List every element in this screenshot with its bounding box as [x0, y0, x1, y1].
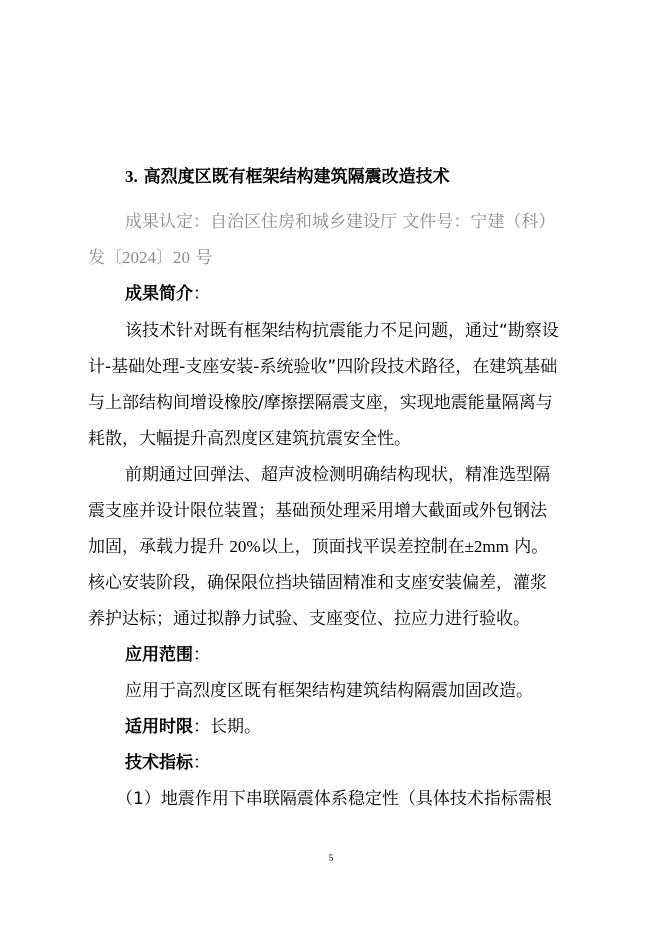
section-number: 3. — [125, 167, 138, 186]
indicators-item-1: （1）地震作用下串联隔震体系稳定性（具体技术指标需根 — [116, 789, 552, 809]
scope-heading: 应用范围： — [125, 645, 210, 665]
section-title — [125, 166, 545, 188]
intro-p2-line-1: 前期通过回弹法、超声波检测明确结构现状，精准选型隔 — [125, 465, 550, 485]
intro-p2-line-3: 加固，承载力提升 20%以上，顶面找平误差控制在±2mm 内。 — [88, 537, 549, 557]
intro-p2-line-4: 核心安装阶段，确保限位挡块锚固精准和支座安装偏差，灌浆 — [88, 573, 547, 593]
intro-heading: 成果简介： — [125, 284, 210, 304]
page-number: 5 — [328, 853, 334, 863]
scope-text: 应用于高烈度区既有框架结构建筑结构隔震加固改造。 — [125, 681, 533, 701]
certification-line-1: 成果认定：自治区住房和城乡建设厅 文件号：宁建（科） — [125, 212, 556, 232]
certification-line-2: 发〔2024〕20 号 — [88, 248, 213, 268]
intro-p1-line-2: 计-基础处理-支座安装-系统验收”四阶段技术路径，在建筑基础 — [88, 357, 558, 377]
intro-p1-line-1: 该技术针对既有框架结构抗震能力不足问题，通过“勘察设 — [125, 321, 559, 341]
intro-p2-line-2: 震支座并设计限位装置；基础预处理采用增大截面或外包钢法 — [88, 501, 547, 521]
intro-p1-line-4: 耗散，大幅提升高烈度区建筑抗震安全性。 — [88, 429, 411, 449]
section-title-text: 高烈度区既有框架结构建筑隔震改造技术 — [143, 167, 450, 187]
period-line: 适用时限：长期。 — [125, 717, 261, 737]
indicators-heading: 技术指标： — [125, 753, 210, 773]
intro-p2-line-5: 养护达标；通过拟静力试验、支座变位、拉应力进行验收。 — [88, 609, 530, 629]
intro-p1-line-3: 与上部结构间增设橡胶/摩擦摆隔震支座，实现地震能量隔离与 — [88, 393, 553, 413]
